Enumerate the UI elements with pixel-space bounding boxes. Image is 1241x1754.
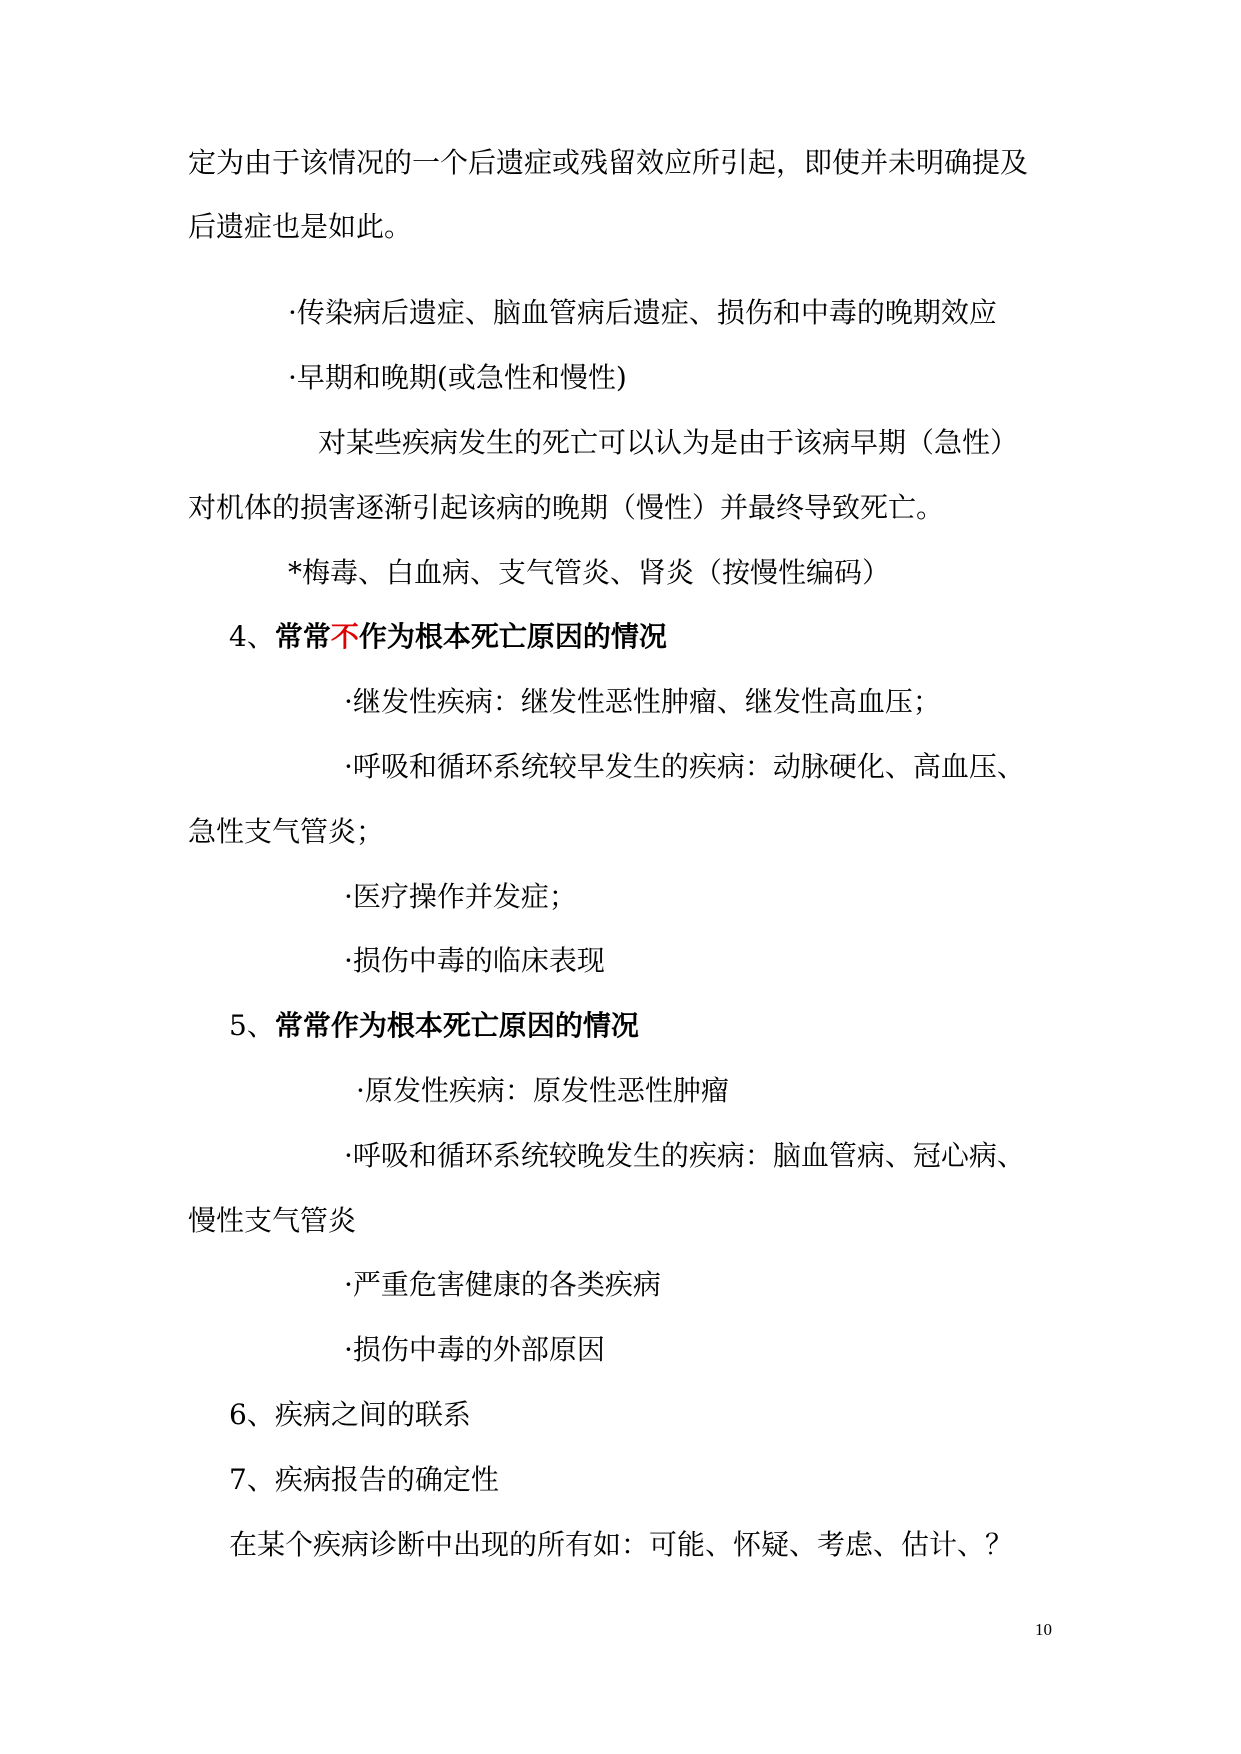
paragraph-line: 对某些疾病发生的死亡可以认为是由于该病早期（急性） [318,426,1019,459]
bullet-item: ·严重危害健康的各类疾病 [344,1268,661,1301]
numbered-item-6: 6、疾病之间的联系 [229,1398,471,1431]
paragraph-line: 慢性支气管炎 [188,1204,357,1237]
paragraph-line: 对机体的损害逐渐引起该病的晚期（慢性）并最终导致死亡。 [188,491,945,524]
paragraph-line: 后遗症也是如此。 [188,210,413,243]
heading-text: 常常作为根本死亡原因的情况 [274,1009,639,1042]
paragraph-line: 定为由于该情况的一个后遗症或残留效应所引起，即使并未明确提及 [188,146,1029,179]
heading-text-highlight: 不 [330,620,359,653]
bullet-item: ·损伤中毒的临床表现 [344,944,605,977]
heading-number: 4、 [229,620,275,653]
bullet-item: ·呼吸和循环系统较早发生的疾病：动脉硬化、高血压、 [344,750,1025,783]
page-number: 10 [1035,1620,1052,1639]
bullet-item: ·损伤中毒的外部原因 [344,1333,605,1366]
note-line: *梅毒、白血病、支气管炎、肾炎（按慢性编码） [288,556,891,589]
bullet-item: ·传染病后遗症、脑血管病后遗症、损伤和中毒的晚期效应 [288,296,997,329]
heading-text-pre: 常常 [274,620,331,653]
paragraph-line: 在某个疾病诊断中出现的所有如：可能、怀疑、考虑、估计、？ [229,1528,1014,1561]
heading-text-post: 作为根本死亡原因的情况 [358,620,667,653]
bullet-item: ·医疗操作并发症； [344,880,577,913]
heading-number: 5、 [229,1009,275,1042]
section-heading-4 [229,618,667,656]
paragraph-line: 急性支气管炎； [188,815,385,848]
section-heading-5 [229,1007,639,1045]
bullet-item: ·早期和晚期(或急性和慢性) [288,361,627,394]
bullet-item: ·原发性疾病：原发性恶性肿瘤 [356,1074,729,1107]
numbered-item-7: 7、疾病报告的确定性 [229,1463,499,1496]
bullet-item: ·继发性疾病：继发性恶性肿瘤、继发性高血压； [344,685,941,718]
bullet-item: ·呼吸和循环系统较晚发生的疾病：脑血管病、冠心病、 [344,1139,1025,1172]
